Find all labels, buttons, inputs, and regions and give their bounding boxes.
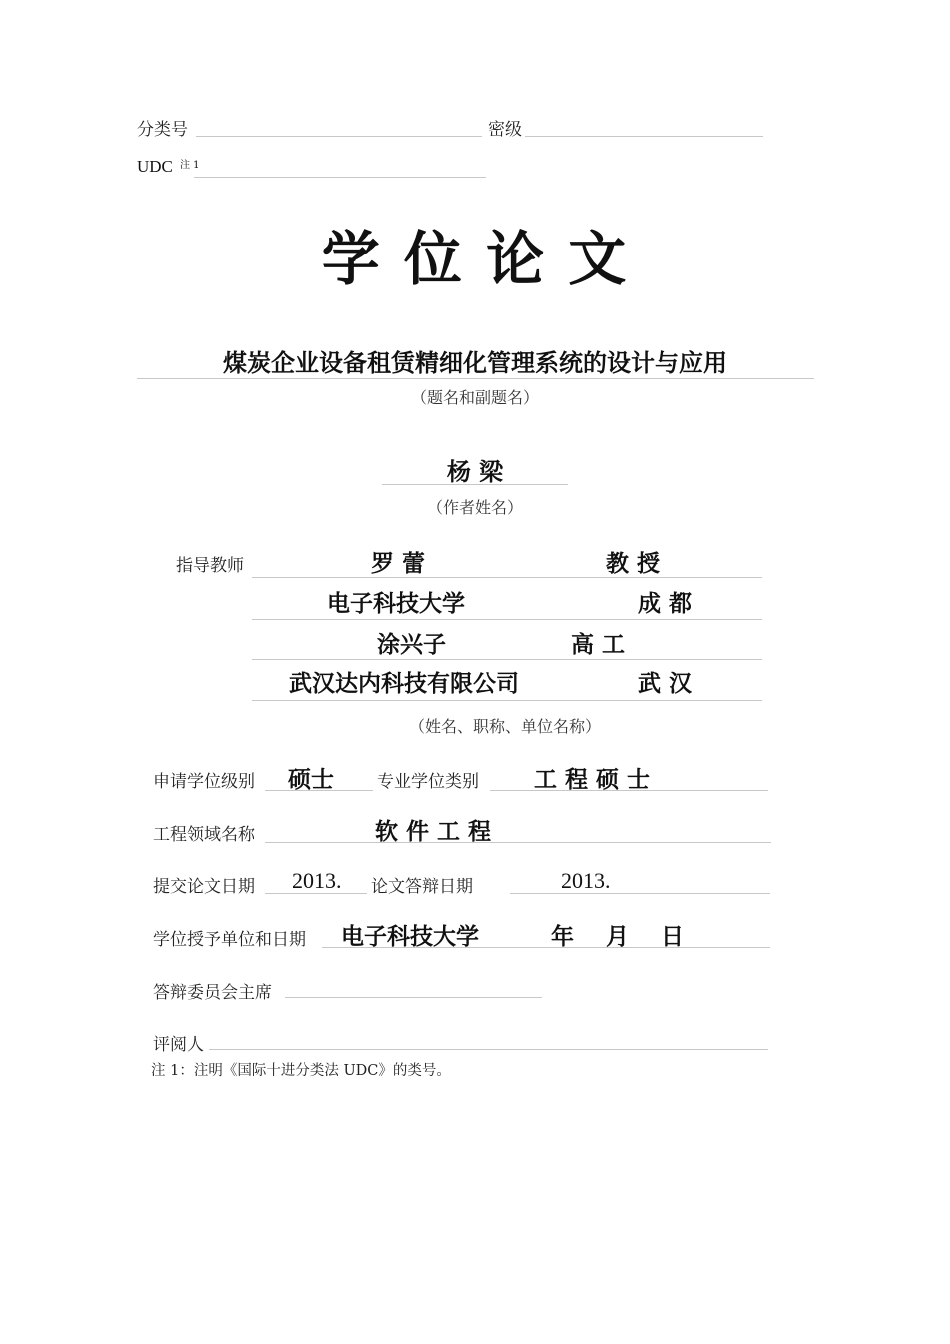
submit-date-label: 提交论文日期 (153, 877, 255, 897)
field-value: 软 件 工 程 (375, 818, 492, 845)
degree-type-value: 工 程 硕 士 (534, 766, 651, 793)
co-supervisor-name: 涂兴子 (377, 631, 446, 658)
secret-level-field-line (525, 136, 763, 137)
supervisor-name: 罗 蕾 (371, 550, 426, 577)
field-label: 工程领域名称 (153, 825, 255, 845)
author-caption: （作者姓名） (426, 498, 523, 517)
secret-level-label: 密级 (488, 120, 522, 140)
reviewer-label: 评阅人 (153, 1035, 204, 1055)
grant-label: 学位授予单位和日期 (153, 930, 306, 950)
udc-note-mark: 注 1 (180, 160, 200, 171)
co-supervisor-title: 高 工 (571, 631, 626, 658)
thesis-title-caption: （题名和副题名） (410, 388, 539, 407)
classification-label: 分类号 (137, 120, 188, 140)
defense-date-line (510, 893, 770, 894)
grant-line (322, 947, 770, 948)
submit-date-value: 2013. (292, 868, 342, 893)
degree-level-value: 硕士 (288, 766, 334, 793)
udc-label: UDC (137, 157, 173, 176)
co-supervisor-city: 武 汉 (638, 670, 693, 697)
committee-chair-line (285, 997, 542, 998)
thesis-title-line (137, 378, 814, 379)
supervisor-row-line (252, 659, 762, 660)
classification-field-line (196, 136, 482, 137)
supervisor-row-line (252, 577, 762, 578)
supervisor-row-line (252, 619, 762, 620)
thesis-title: 煤炭企业设备租赁精细化管理系统的设计与应用 (223, 348, 727, 377)
degree-type-label: 专业学位类别 (377, 772, 479, 792)
degree-level-label: 申请学位级别 (153, 772, 255, 792)
reviewer-line (209, 1049, 768, 1050)
footnote: 注 1：注明《国际十进分类法 UDC》的类号。 (151, 1063, 451, 1079)
supervisor-city: 成 都 (638, 590, 693, 617)
grant-date-value: 年 月 日 (551, 923, 685, 950)
udc-field-line (194, 177, 486, 178)
defense-date-label: 论文答辩日期 (371, 877, 473, 897)
author-name: 杨 梁 (446, 457, 504, 486)
supervisor-unit: 电子科技大学 (327, 590, 465, 617)
supervisor-label: 指导教师 (176, 556, 244, 576)
document-main-title: 学 位 论 文 (321, 225, 629, 293)
committee-chair-label: 答辩委员会主席 (153, 983, 272, 1003)
field-line (265, 842, 771, 843)
supervisor-title: 教 授 (606, 550, 661, 577)
defense-date-value: 2013. (561, 868, 611, 893)
co-supervisor-unit: 武汉达内科技有限公司 (289, 670, 519, 697)
supervisor-row-line (252, 700, 762, 701)
degree-level-line (265, 790, 373, 791)
grant-unit-value: 电子科技大学 (341, 923, 479, 950)
supervisor-caption: （姓名、职称、单位名称） (408, 717, 601, 736)
degree-type-line (490, 790, 768, 791)
author-name-line (382, 484, 568, 485)
submit-date-line (265, 893, 367, 894)
